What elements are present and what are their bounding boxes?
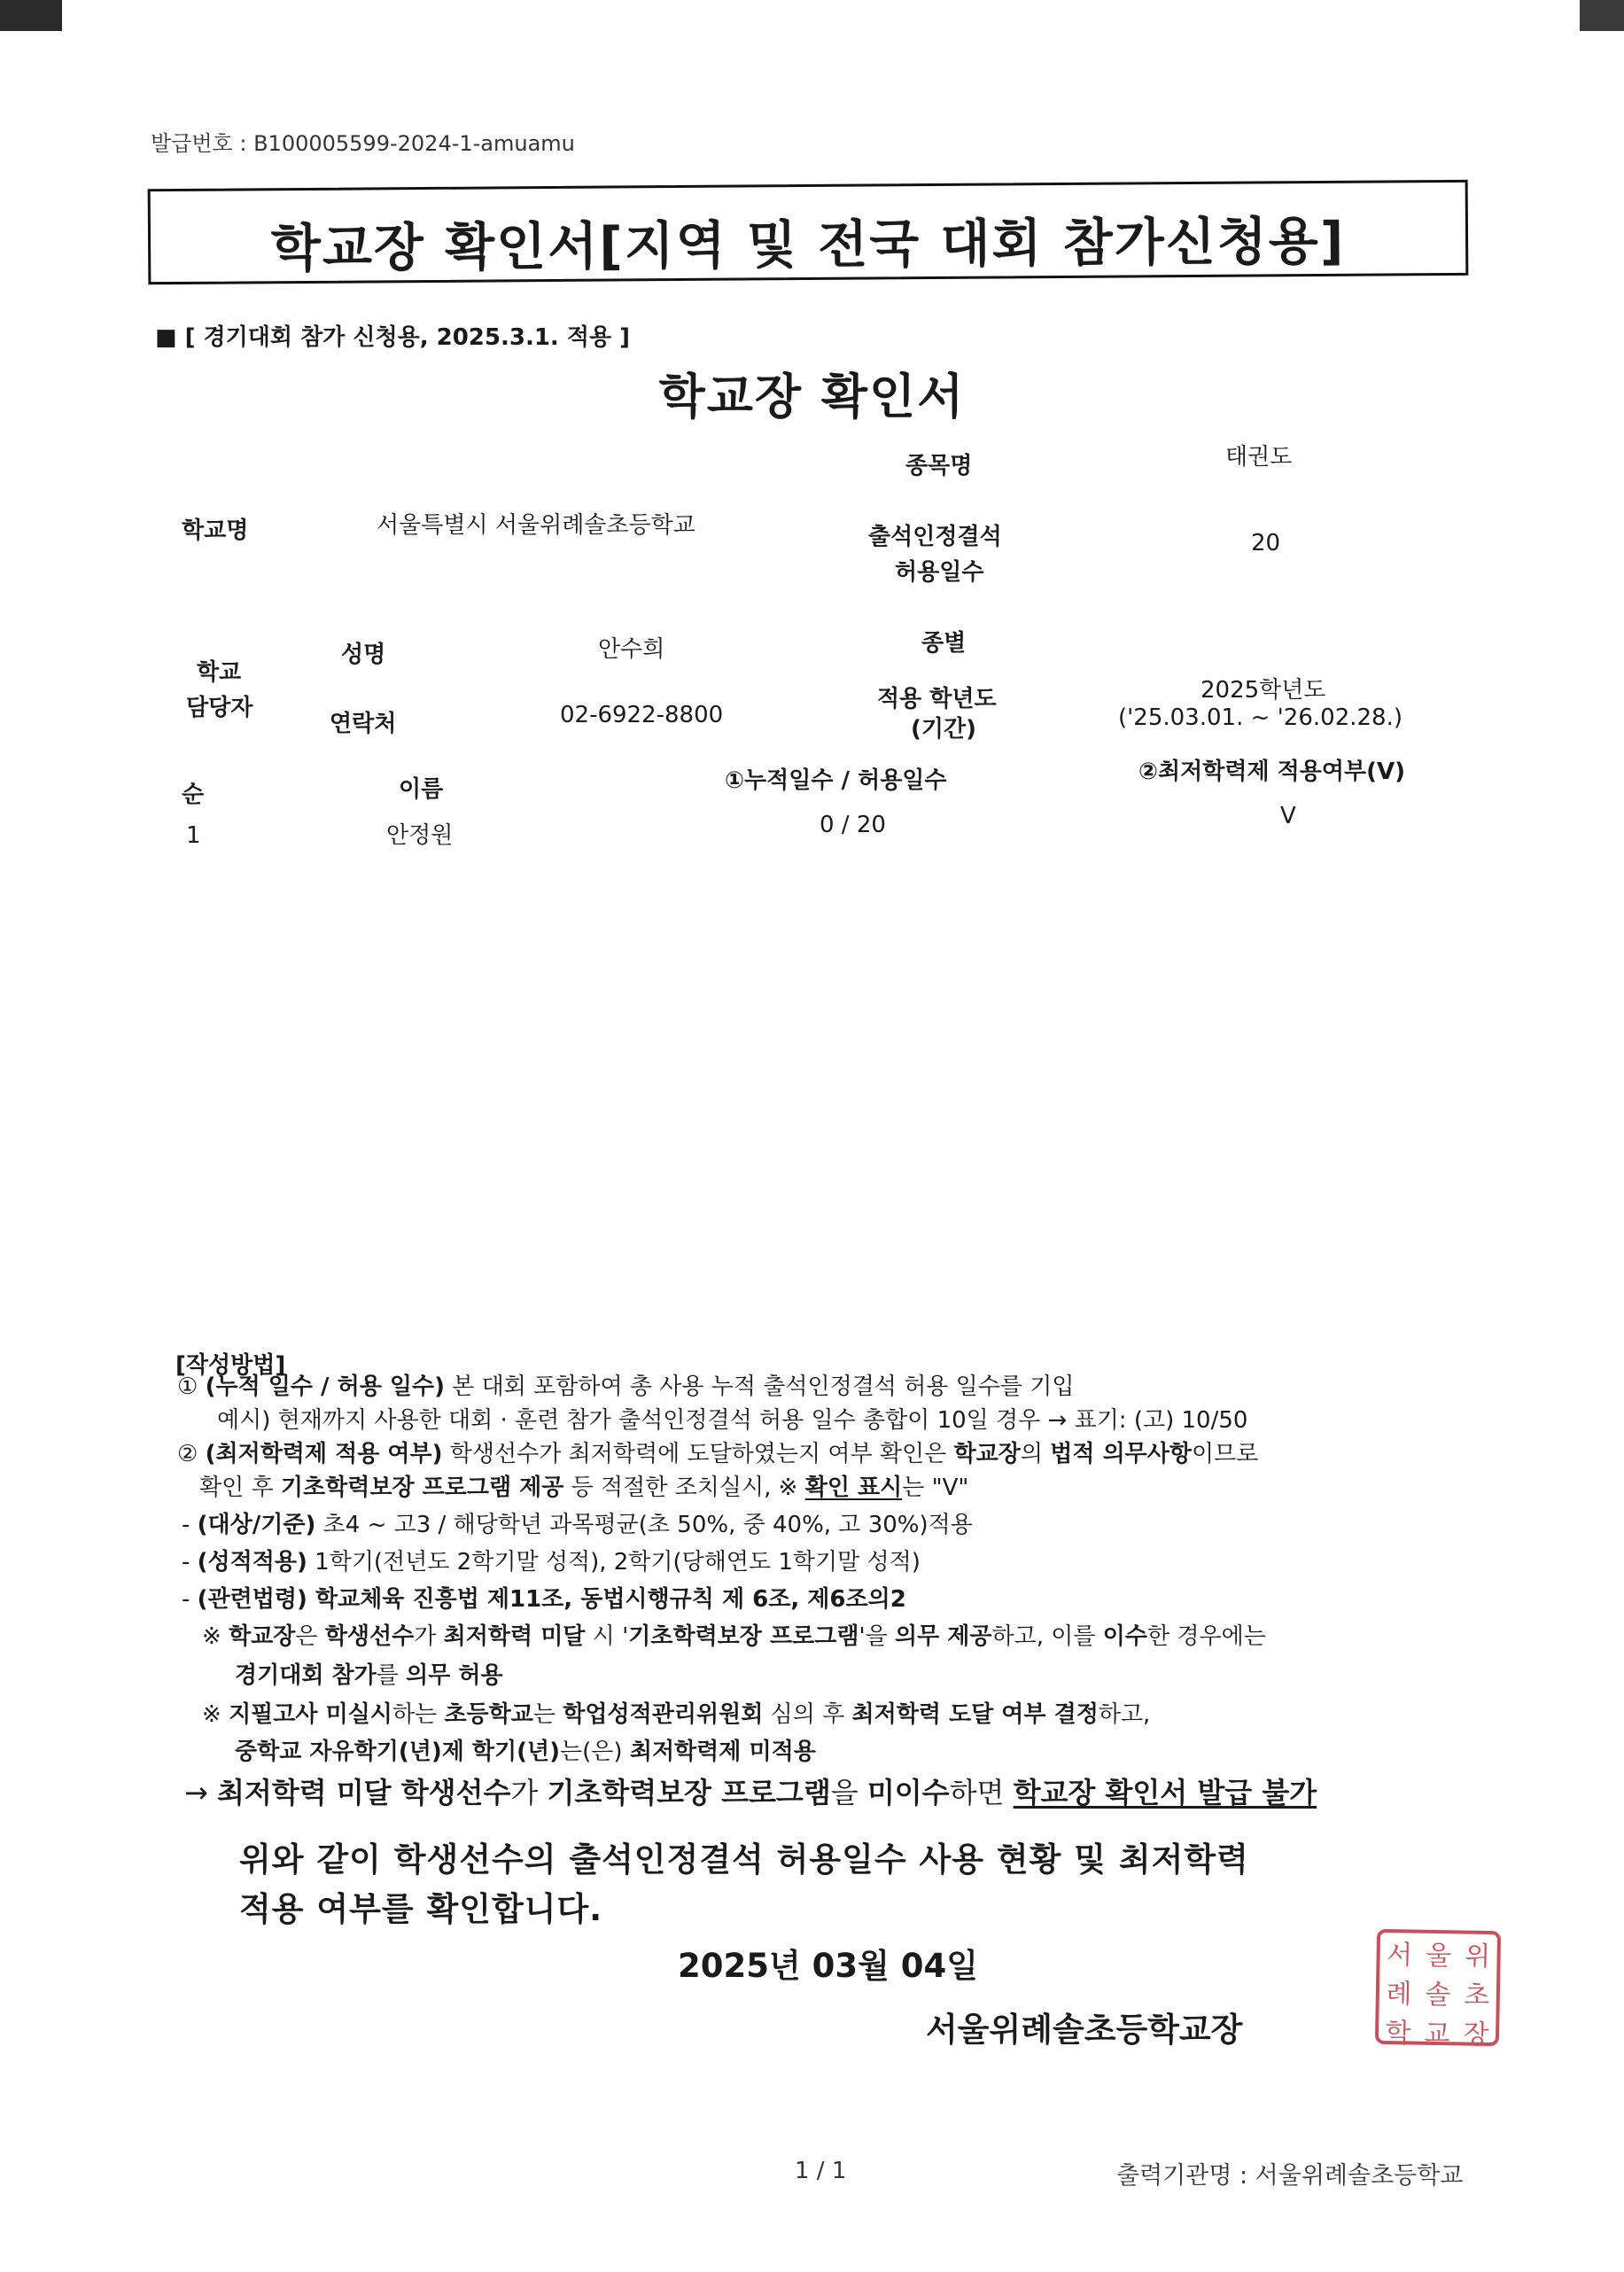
document-title: 학교장 확인서[지역 및 전국 대회 참가신청용]: [270, 210, 1346, 279]
page-number: 1 / 1: [795, 2158, 847, 2184]
school-seal-stamp: 서 울 위 례 솔 초 학 교 장: [1375, 1929, 1501, 2046]
row-days: 0 / 20: [820, 812, 886, 838]
sport-value: 태권도: [1225, 444, 1293, 471]
guide-line-5: - (대상/기준) 초4 ~ 고3 / 해당학년 과목평균(초 50%, 중 40%, 고 30%)적용: [182, 1512, 973, 1538]
guide-line-9: 경기대회 참가를 의무 허용: [235, 1662, 503, 1689]
document-title-box: [148, 180, 1469, 284]
scan-edge-right: [1580, 0, 1624, 31]
row-no: 1: [186, 822, 201, 849]
name-value: 안수희: [598, 636, 665, 663]
year-label-1: 적용 학년도: [877, 686, 997, 712]
allowed-days-label-1: 출석인정결석: [868, 524, 1002, 550]
scan-edge-left: [0, 0, 62, 31]
issue-number: 발급번호 : B100005599-2024-1-amuamu: [151, 131, 575, 156]
school-value: 서울특별시 서울위례솔초등학교: [377, 512, 695, 539]
allowed-days-value: 20: [1251, 530, 1281, 556]
confirm-line-2: 적용 여부를 확인합니다.: [239, 1890, 603, 1928]
row-min-academic: V: [1280, 803, 1296, 829]
name-label: 성명: [341, 642, 386, 668]
table-header-days: ①누적일수 / 허용일수: [725, 767, 947, 794]
row-name: 안정원: [386, 822, 454, 849]
school-label: 학교명: [182, 517, 249, 544]
output-organization: 출력기관명 : 서울위례솔초등학교: [1116, 2162, 1464, 2190]
guide-line-10: ※ 지필고사 미실시하는 초등학교는 학업성적관리위원회 심의 후 최저학력 도달 여부 결정하고,: [202, 1701, 1151, 1728]
guide-title: [작성방법]: [175, 1352, 286, 1379]
guide-line-7: - (관련법령) 학교체육 진흥법 제11조, 동법시행규칙 제 6조, 제6조의2: [182, 1586, 906, 1613]
year-label-2: (기간): [911, 716, 976, 743]
contact-label-1: 학교: [197, 659, 242, 686]
allowed-days-label-2: 허용일수: [895, 559, 984, 586]
phone-value: 02-6922-8800: [560, 702, 724, 728]
principal-name: 서울위례솔초등학교장: [926, 2011, 1243, 2049]
subheader: ■ [ 경기대회 참가 신청용, 2025.3.1. 적용 ]: [155, 324, 631, 351]
year-value-2: ('25.03.01. ~ '26.02.28.): [1118, 704, 1403, 731]
sport-label: 종목명: [905, 453, 973, 479]
table-header-name: 이름: [399, 776, 444, 803]
guide-line-3: ② (최저학력제 적용 여부) 학생선수가 최저학력에 도달하였는지 여부 확인은 학교장의 법적 의무사항이므로: [177, 1441, 1259, 1467]
guide-line-6: - (성적적용) 1학기(전년도 2학기말 성적), 2학기(당해연도 1학기말 성적): [182, 1549, 921, 1576]
phone-label: 연락처: [330, 711, 397, 737]
category-label: 종별: [921, 630, 967, 657]
guide-line-11: 중학교 자유학기(년)제 학기(년)는(은) 최저학력제 미적용: [235, 1739, 816, 1765]
main-title: 학교장 확인서: [658, 369, 966, 424]
contact-label-2: 담당자: [186, 695, 253, 721]
table-header-min-academic: ②최저학력제 적용여부(V): [1138, 759, 1405, 785]
table-header-no: 순: [182, 782, 205, 808]
guide-line-4: 확인 후 기초학력보장 프로그램 제공 등 적절한 조치실시, ※ 확인 표시는 "V": [199, 1474, 969, 1501]
guide-line-12: → 최저학력 미달 학생선수가 기초학력보장 프로그램을 미이수하면 학교장 확인서 발급 불가: [184, 1776, 1317, 1809]
guide-line-2: 예시) 현재까지 사용한 대회 · 훈련 참가 출석인정결석 허용 일수 총합이 10일 경우 → 표기: (고) 10/50: [217, 1407, 1248, 1434]
guide-line-1: ① (누적 일수 / 허용 일수) 본 대회 포함하여 총 사용 누적 출석인정결석 허용 일수를 기입: [177, 1373, 1075, 1400]
confirm-line-1: 위와 같이 학생선수의 출석인정결석 허용일수 사용 현황 및 최저학력: [239, 1840, 1249, 1879]
issue-date: 2025년 03월 04일: [678, 1947, 978, 1985]
year-value-1: 2025학년도: [1201, 677, 1326, 704]
guide-line-8: ※ 학교장은 학생선수가 최저학력 미달 시 '기초학력보장 프로그램'을 의무 제공하고, 이를 이수한 경우에는: [202, 1623, 1266, 1650]
